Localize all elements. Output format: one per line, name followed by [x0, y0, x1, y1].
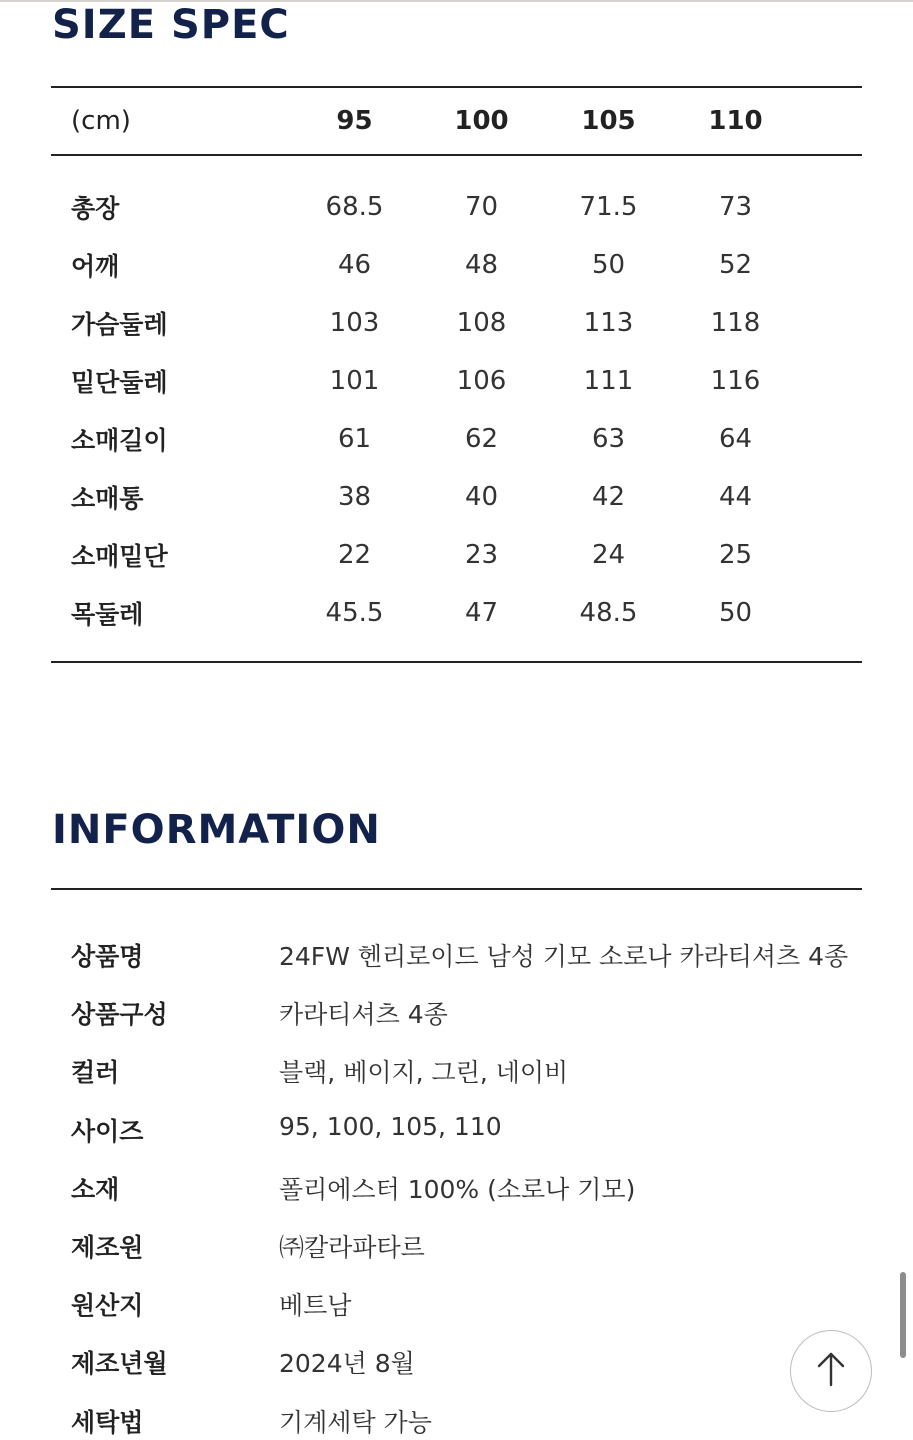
information-value: 블랙, 베이지, 그린, 네이비 — [279, 1058, 569, 1088]
measurement-value: 113 — [583, 308, 634, 338]
information-label: 컬러 — [71, 1058, 120, 1088]
measurement-value: 73 — [718, 192, 753, 222]
measurement-value: 23 — [464, 540, 499, 570]
measurement-value: 108 — [456, 308, 507, 338]
information-label: 원산지 — [71, 1291, 144, 1321]
information-label: 제조년월 — [71, 1349, 168, 1379]
size-header: 110 — [672, 87, 799, 155]
measurement-value: 61 — [337, 424, 372, 454]
arrow-up-icon — [816, 1351, 846, 1391]
measurement-value: 50 — [718, 598, 753, 628]
measurement-value: 63 — [591, 424, 626, 454]
measurement-label: 소매밑단 — [71, 542, 168, 571]
measurement-value: 52 — [718, 250, 753, 280]
information-value: 24FW 헨리로이드 남성 기모 소로나 카라티셔츠 4종 — [279, 942, 849, 971]
size-spec-row — [51, 352, 862, 410]
size-spec-table — [51, 86, 862, 648]
measurement-value: 25 — [718, 540, 753, 570]
size-header: 105 — [545, 87, 672, 155]
size-spec-row — [51, 468, 862, 526]
size-spec-row — [51, 584, 862, 648]
measurement-value: 40 — [464, 482, 499, 512]
measurement-value: 46 — [337, 250, 372, 280]
information-row — [51, 1274, 862, 1332]
size-spec-title: SIZE SPEC — [52, 2, 290, 48]
measurement-value: 47 — [464, 598, 499, 628]
measurement-value: 71.5 — [579, 192, 638, 222]
measurement-label: 가슴둘레 — [71, 310, 168, 339]
information-row — [51, 1216, 862, 1274]
information-label: 사이즈 — [71, 1116, 144, 1146]
information-row — [51, 925, 862, 983]
measurement-value: 68.5 — [325, 192, 384, 222]
size-spec-row — [51, 236, 862, 294]
measurement-label: 어깨 — [71, 252, 120, 281]
measurement-value: 103 — [329, 308, 380, 338]
measurement-value: 24 — [591, 540, 626, 570]
information-label: 세탁법 — [71, 1407, 144, 1437]
information-top-rule — [51, 888, 862, 890]
information-label: 상품명 — [71, 942, 144, 971]
measurement-value: 64 — [718, 424, 753, 454]
information-row — [51, 1158, 862, 1216]
information-value: 카라티셔츠 4종 — [279, 1000, 448, 1030]
information-row — [51, 983, 862, 1041]
measurement-value: 111 — [583, 366, 634, 396]
size-table-bottom-rule — [51, 661, 862, 663]
information-value: ㈜칼라파타르 — [279, 1232, 425, 1262]
measurement-label: 밑단둘레 — [71, 368, 168, 397]
measurement-label: 소매길이 — [71, 426, 168, 455]
size-spec-row — [51, 410, 862, 468]
measurement-value: 70 — [464, 192, 499, 222]
size-header: 100 — [418, 87, 545, 155]
measurement-value: 118 — [710, 308, 761, 338]
measurement-label: 목둘레 — [71, 600, 144, 629]
measurement-value: 48.5 — [579, 598, 638, 628]
information-list — [51, 925, 862, 1440]
measurement-value: 50 — [591, 250, 626, 280]
information-row — [51, 1332, 862, 1390]
size-spec-row — [51, 178, 862, 236]
measurement-value: 45.5 — [325, 598, 384, 628]
information-value: 베트남 — [279, 1291, 352, 1321]
measurement-value: 48 — [464, 250, 499, 280]
size-spec-row — [51, 526, 862, 584]
information-label: 제조원 — [71, 1232, 144, 1262]
scroll-to-top-button[interactable] — [790, 1330, 872, 1412]
information-value: 2024년 8월 — [279, 1349, 415, 1379]
information-row — [51, 1391, 862, 1440]
scrollbar-thumb[interactable] — [900, 1272, 906, 1358]
size-header-row — [51, 87, 862, 155]
measurement-value: 101 — [329, 366, 380, 396]
information-row — [51, 1041, 862, 1099]
measurement-value: 38 — [337, 482, 372, 512]
measurement-value: 22 — [337, 540, 372, 570]
size-spec-row — [51, 294, 862, 352]
information-label: 상품구성 — [71, 1000, 168, 1030]
measurement-value: 62 — [464, 424, 499, 454]
unit-label: (cm) — [51, 87, 291, 155]
information-value: 95, 100, 105, 110 — [279, 1111, 502, 1141]
information-label: 소재 — [71, 1174, 120, 1204]
information-value: 기계세탁 가능 — [279, 1407, 432, 1437]
measurement-value: 106 — [456, 366, 507, 396]
information-row — [51, 1100, 862, 1158]
measurement-label: 총장 — [71, 194, 120, 223]
measurement-label: 소매통 — [71, 484, 144, 513]
information-title: INFORMATION — [52, 807, 381, 853]
size-header: 95 — [291, 87, 418, 155]
measurement-value: 44 — [718, 482, 753, 512]
information-value: 폴리에스터 100% (소로나 기모) — [279, 1174, 636, 1204]
measurement-value: 116 — [710, 366, 761, 396]
measurement-value: 42 — [591, 482, 626, 512]
